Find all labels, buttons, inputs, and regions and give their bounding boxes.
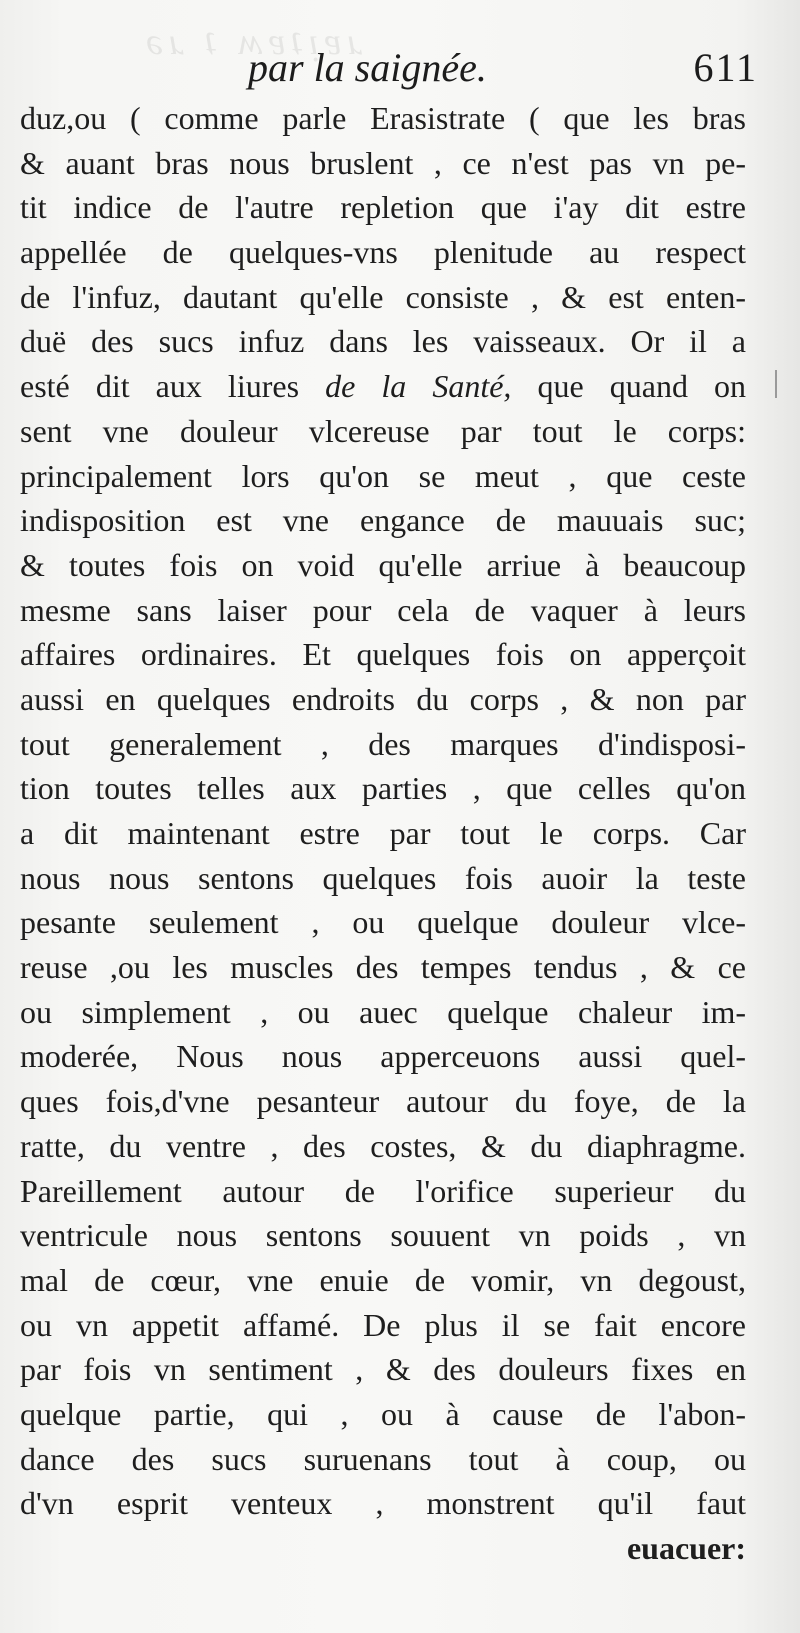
- text-line: ventricule nous sentons souuent vn poids , vn: [20, 1217, 746, 1254]
- margin-mark: [775, 370, 777, 398]
- text-line: par fois vn sentiment , & des douleurs fixes en: [20, 1351, 746, 1388]
- text-line: nous nous sentons quelques fois auoir la teste: [20, 859, 746, 896]
- text-line: dance des sucs suruenans tout à coup, ou: [20, 1440, 746, 1477]
- text-line: a dit maintenant estre par tout le corps. Car: [20, 815, 746, 851]
- text-line: ratte, du ventre , des costes, & du diaphragme.: [20, 1127, 746, 1164]
- body-text: [20, 96, 746, 1571]
- text-line: reuse ,ou les muscles des tempes tendus , & ce: [20, 949, 746, 986]
- text-line: duë des sucs infuz dans les vaisseaux. Or il a: [20, 323, 746, 360]
- text-line: d'vn esprit venteux , monstrent qu'il faut: [20, 1485, 746, 1522]
- text-line: sent vne douleur vlcereuse par tout le corps:: [20, 412, 746, 449]
- text-line: indisposition est vne engance de mauuais suc;: [20, 502, 746, 539]
- text-line: & auant bras nous bruslent , ce n'est pas vn pe-: [20, 144, 746, 181]
- text-line: de l'infuz, dautant qu'elle consiste , & est enten-: [20, 278, 746, 315]
- text-line: [20, 364, 746, 409]
- text-line: aussi en quelques endroits du corps , & non par: [20, 680, 746, 717]
- text-line: ques fois,d'vne pesanteur autour du foye, de la: [20, 1083, 746, 1120]
- running-title: par la saignée.: [248, 45, 487, 90]
- text-line: & toutes fois on void qu'elle arriue à beaucoup: [20, 546, 746, 583]
- text-line: appellée de quelques-vns plenitude au respect: [20, 234, 746, 271]
- page-number: 611: [693, 45, 758, 90]
- text-line: duz,ou ( comme parle Erasistrate ( que les bras: [20, 100, 746, 136]
- text-line: tit indice de l'autre repletion que i'ay dit estre: [20, 189, 746, 226]
- page-header: [0, 40, 800, 100]
- text-line: principalement lors qu'on se meut , que ceste: [20, 457, 746, 494]
- catchword: euacuer:: [626, 1530, 746, 1566]
- text-line: mesme sans laiser pour cela de vaquer à leurs: [20, 591, 746, 628]
- text-line: ou vn appetit affamé. De plus il se fait encore: [20, 1306, 746, 1343]
- text-run: esté dit aux liures: [20, 368, 326, 405]
- text-line: tout generalement , des marques d'indisposi-: [20, 725, 746, 762]
- text-line: moderée, Nous nous apperceuons aussi quel-: [20, 1038, 746, 1075]
- text-run: que quand on: [511, 368, 747, 405]
- text-line: Pareillement autour de l'orifice superieur du: [20, 1172, 746, 1209]
- text-line: quelque partie, qui , ou à cause de l'abon-: [20, 1395, 746, 1432]
- italic-book-title: de la Santé,: [325, 368, 512, 405]
- text-line: mal de cœur, vne enuie de vomir, vn degoust,: [20, 1261, 746, 1298]
- text-line: affaires ordinaires. Et quelques fois on apperçoit: [20, 636, 746, 673]
- bleed-through-shadow: ɹɐᴉʇɐʍ ʇ ɹǝ: [140, 21, 363, 63]
- text-line: tion toutes telles aux parties , que celles qu'on: [20, 770, 746, 807]
- text-line: pesante seulement , ou quelque douleur vlce-: [20, 904, 746, 941]
- text-line: ou simplement , ou auec quelque chaleur im-: [20, 993, 746, 1030]
